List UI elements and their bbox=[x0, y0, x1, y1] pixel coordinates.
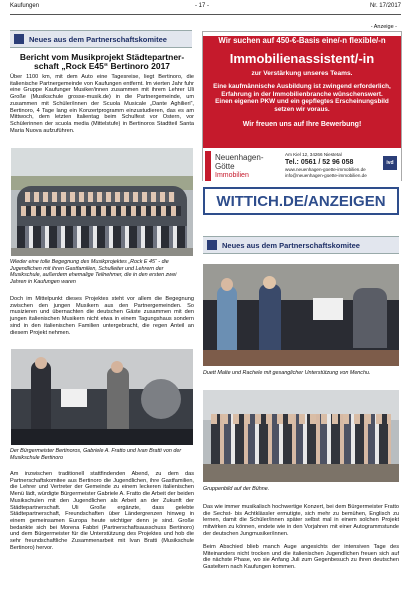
ad-company-footer bbox=[203, 148, 401, 184]
ad-label: - Anzeige - bbox=[370, 24, 397, 30]
photo-mayor-speech bbox=[11, 349, 193, 445]
photo-caption-2: Der Bürgermeister Bertinoros, Gabriele A. Fratto und Ivan Bratti von der Musikschule Bertinoro bbox=[10, 448, 182, 461]
photo-caption-1: Wieder eine tolle Begegnung des Musikprojektes „Rock E 45“ - die Jugendlichen mit ihren Gastfamilien, Schulleiter und Lehrern der Musikschule, außerdem ehemalige Teilnehmer, die in den ersten zwei Jahren in Kaufungen waren bbox=[10, 259, 177, 285]
page-header bbox=[10, 2, 401, 15]
left-section-title: Neues aus dem Partnerschaftskomitee bbox=[10, 30, 192, 48]
photo-group-musicians bbox=[11, 148, 193, 256]
ad-intro: Wir suchen auf 450-€-Basis eine/-n flexible/-n bbox=[218, 36, 386, 45]
photo-caption-4: Gruppenbild auf der Bühne. bbox=[203, 486, 270, 492]
photo-caption-3: Duett Malte und Rachele mit gesanglicher Unterstützung von Menchu. bbox=[203, 370, 371, 376]
ad-call-to-action: Wir freuen uns auf Ihre Bewerbung! bbox=[242, 121, 362, 129]
right-section-title: Neues aus dem Partnerschaftskomitee bbox=[203, 236, 399, 254]
company-name: Neuenhagen- Götte Immobilien bbox=[215, 153, 264, 179]
ad-subtitle: zur Verstärkung unseres Teams. bbox=[251, 70, 353, 77]
ad-red-panel bbox=[203, 36, 401, 148]
section-marker-icon bbox=[207, 240, 217, 250]
header-page-number: - 17 - bbox=[195, 3, 210, 9]
company-contact: Am Kiel 12, 34266 Niestetal Tel.: 0561 / 52 96 058 www.neuenhagen-goette-immobilien.de info@neuenhagen-goette-immobilien.de bbox=[285, 152, 367, 178]
article-paragraph-2: Doch im Mittelpunkt dieses Projektes steht vor allem die Begegnung zwischen den jungen Musikern aus den Partnergemeinden. So musizieren und übernachten die deutschen Gäste zusammen mit den jungen italienischen Musikern nicht etwa in einem Tagungshaus sondern sind in den italienischen Familien untergebracht, die regen Anteil an diesem Projekt nehmen. bbox=[10, 296, 194, 336]
article-headline: Bericht vom Musikprojekt Städtepartner- schaft „Rock E45“ Bertinoro 2017 bbox=[19, 52, 185, 71]
header-issue: Nr. 17/2017 bbox=[369, 3, 401, 9]
header-location: Kaufungen bbox=[10, 3, 40, 9]
wittich-link-banner[interactable]: WITTICH.DE/ANZEIGEN bbox=[203, 187, 399, 215]
article-paragraph-3: Am inzwischen traditionell stattfindenden Abend, zu dem das Partnerschaftskomitee aus Bertinoro die Jugendlichen, ihre Gastfamilien, die Lehrer und Vertreter der Gemeinde zu einem leckeren italienischen Menü lädt, würdigte Bürgermeister Gabriele A. Fratto die Arbeit der beiden Musikschulen mit den Jugendlichen als Arbeit an der Zukunft der Städtepartnerschaft. Uli Große ergänzte, dass gelebte Städtepartnerschaft, Freundschaften über Ländergrenzen hinweg in einem gemeinsamen Europa heute wichtiger denn je sind. Große bedankte sich bei Morena Fabbri (Partnerschaftsausschuss Bertinoro) und dem Bürgermeister für die Unterstützung des Projektes und hob die sehr freundschaftliche Zusammenarbeit mit Ivan Bratti (Musikschule Bertinoro) hervor. bbox=[10, 471, 194, 551]
ad-job-title: Immobilienassistent/-in bbox=[229, 51, 375, 66]
article-paragraph-5: Beim Abschied blieb manch Auge angesichts der intensiven Tage des Miteinanders nicht trocken und die italienischen Jugendlichen freuen sich auf die nächste Phase, wo sie Anfang Juli zum Gegenbesuch zu ihren deutschen Gasteltern nach Kaufungen kommen. bbox=[203, 544, 399, 571]
section-marker-icon bbox=[14, 34, 24, 44]
article-paragraph-4: Das wie immer musikalisch hochwertige Konzert, bei dem Bürgermeister Fratto die Sechst- bis Achtklässler ermutigte, sich mehr zu bemühen, Englisch zu lernen, damit die Schüler/innen später selbst mal in einem solchen Projekt mitwirken zu können, endete wie in den Vorjahren mit einer Autogrammstunde der deutschen Jungmusiker/innen. bbox=[203, 504, 399, 537]
job-advertisement bbox=[202, 31, 402, 181]
company-logo-bar-icon bbox=[205, 151, 211, 181]
article-paragraph-1: Über 1100 km, mit dem Auto eine Tagesreise, liegt Bertinoro, die italienische Partnergemeinde von Kaufungen entfernt. Im vierten Jahr fuhr eine Gruppe Kaufunger Musiker/innen zusammen mit ihrem Lehrer Uli Große (Musikschule grosse-musik.de) in die Partnergemeinde, um zusammen mit Schüler/innen der Scuola Musicale „Dante Aghilieri“, Bertinoro, 4 Tage lang ein Konzertprogramm einzustudieren, das es am Mittwoch, dem letzten Italientag beim Schulfest vor Ostern, vor Schülerinnen der scuola media (Mittelstufe) in Bertinoros Stadtteil Santa Maria Nuova aufzuführen. bbox=[10, 74, 194, 134]
ad-requirements: Eine kaufmännische Ausbildung ist zwingend erforderlich, Erfahrung in der Immobilienbranche wünschenswert. Einen eigenen PKW und ein gepflegtes Erscheinungsbild setzen wir voraus. bbox=[213, 83, 391, 113]
ivd-logo-icon: ivd bbox=[383, 156, 397, 170]
photo-duet bbox=[203, 264, 399, 366]
photo-group-stage bbox=[203, 390, 399, 482]
